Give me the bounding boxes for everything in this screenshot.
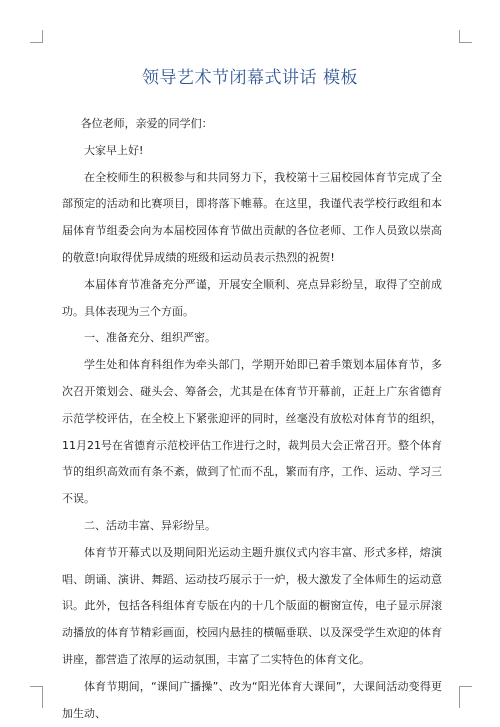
salutation: 各位老师，亲爱的同学们： bbox=[80, 117, 213, 130]
crop-mark-bottom-right bbox=[459, 686, 472, 708]
paragraph-intro: 在全校师生的积极参与和共同努力下，我校第十三届校园体育节完成了全部预定的活动和比赛项目，即将落下帷幕。在这里，我谨代表学校行政组和本届体育节组委会向为本届校园体育节做出贡献的各位老师、工作人员致以崇高的敬意!向取得优异成绩的班级和运动员表示热烈的祝贺! bbox=[62, 170, 442, 264]
paragraph-section-1: 学生处和体育科组作为牵头部门，学期开始即已着手策划本届体育节，多次召开策划会、碰头会、筹备会，尤其是在体育节开幕前，正赶上广东省德育示范学校评估，在全校上下紧张迎评的同时，丝毫没有放松对体育节的组织，11月21号在省德育示范校评估工作进行之时，裁判员大会正常召开。整个体育节的组织高效而有条不紊，做到了忙而不乱，繁而有序，工作、运动、学习三不误。 bbox=[62, 358, 442, 506]
greeting: 大家早上好! bbox=[84, 143, 144, 157]
crop-mark-top-left bbox=[30, 30, 43, 43]
paragraph-summary: 本届体育节准备充分严谨，开展安全顺利、亮点异彩纷呈，取得了空前成功。具体表现为三个方面。 bbox=[62, 277, 442, 318]
crop-mark-bottom-left bbox=[30, 686, 43, 708]
paragraph-section-2: 体育节开幕式以及期间阳光运动主题升旗仪式内容丰富、形式多样，熔演唱、朗诵、演讲、舞蹈、运动技巧展示于一炉，极大激发了全体师生的运动意识。此外，包括各科组体育专版在内的十几个版面的橱窗宣传，电子显示屏滚动播放的体育节精彩画面，校园内悬挂的横幅垂联、以及深受学生欢迎的体育讲座，都营造了浓厚的运动氛围，丰富了二实特色的体育文化。 bbox=[62, 545, 442, 666]
document-title: 领导艺术节闭幕式讲话 模板 bbox=[142, 68, 358, 88]
crop-mark-top-right bbox=[459, 30, 472, 43]
paragraph-continued: 体育节期间，“课间广播操”、改为“阳光体育大课间”，大课间活动变得更加生动、 bbox=[62, 679, 442, 720]
section-heading-1: 一、准备充分、组织严密。 bbox=[84, 331, 216, 345]
section-heading-2: 二、活动丰富、异彩纷呈。 bbox=[84, 518, 216, 532]
document-body bbox=[62, 111, 442, 727]
